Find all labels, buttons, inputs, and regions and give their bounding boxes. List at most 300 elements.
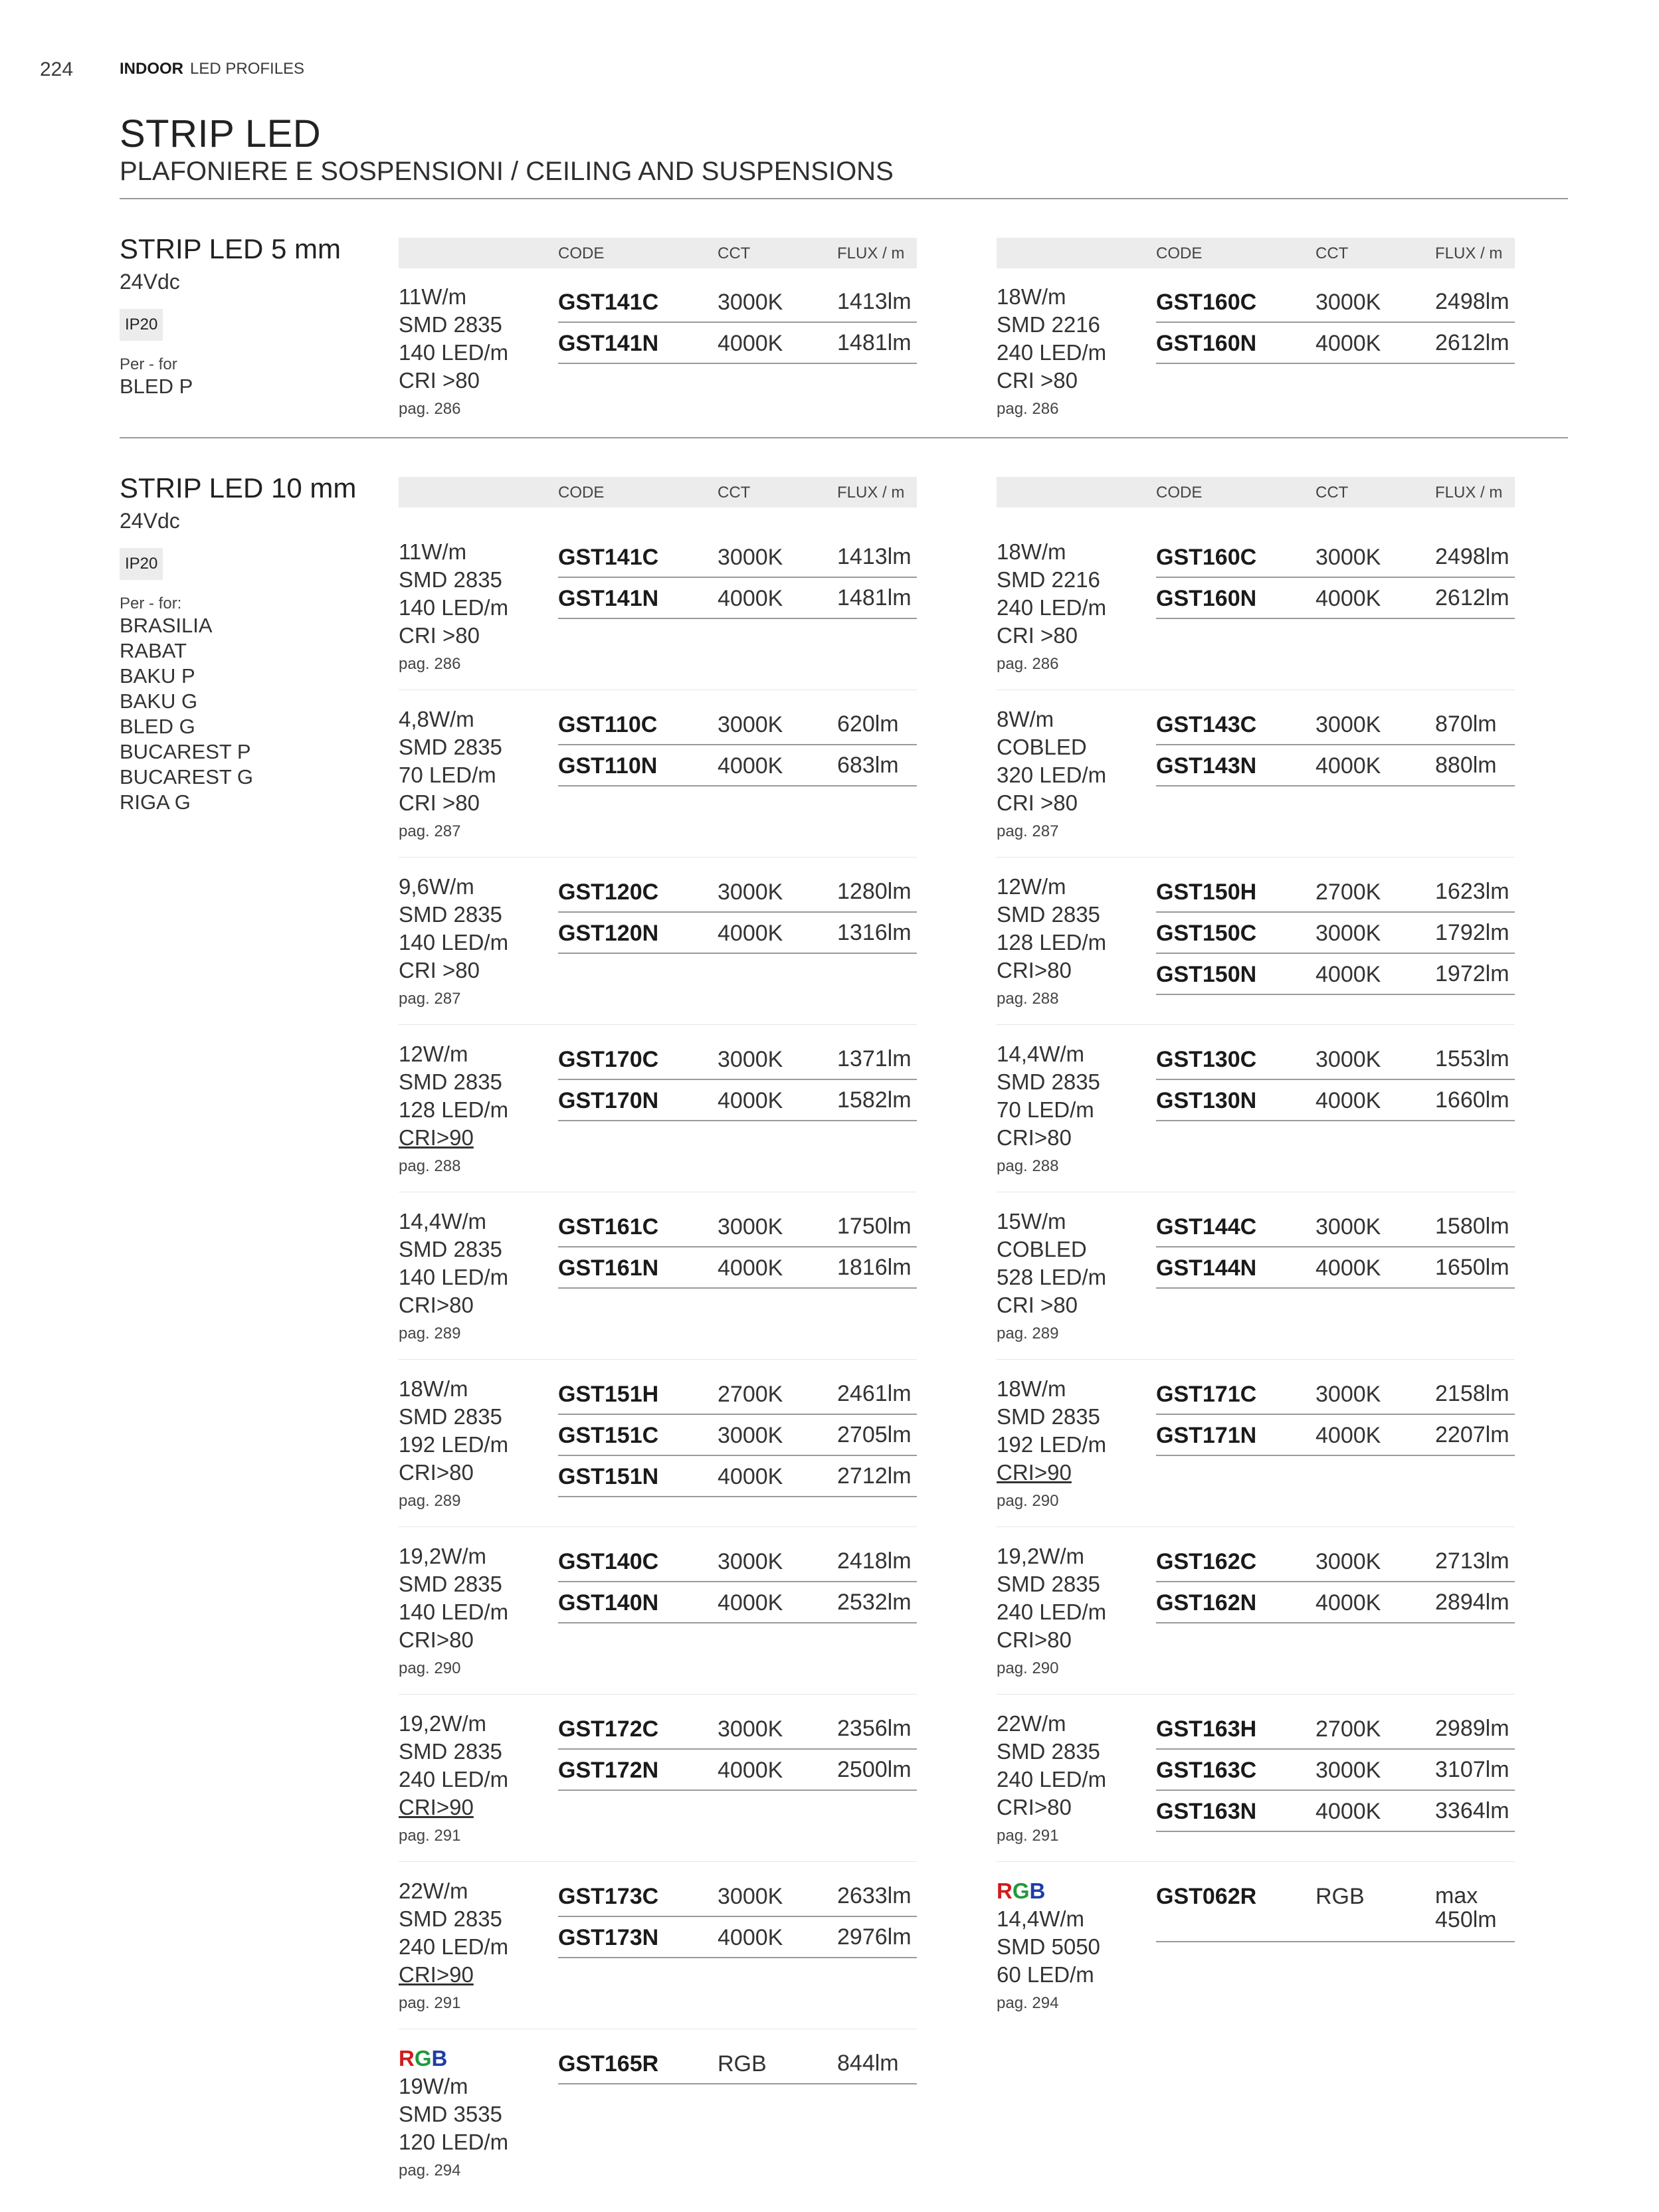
product-rows [1156, 1542, 1515, 1625]
table-row [558, 1584, 917, 1623]
product-cct: 4000K [1316, 331, 1381, 356]
table-row [1156, 1584, 1515, 1623]
product-flux: 2713lm [1435, 1548, 1510, 1574]
spec-line: 240 LED/m [399, 1934, 509, 1959]
spec-line: 14,4W/m [997, 1042, 1085, 1066]
spec-line: CRI >80 [997, 623, 1078, 648]
table-row [1156, 1081, 1515, 1121]
spec-line: 19,2W/m [399, 1711, 487, 1736]
product-cct: 3000K [1316, 712, 1381, 737]
per-item: BLED P [120, 375, 193, 398]
product-flux: 2712lm [837, 1463, 912, 1489]
product-code: GST150C [1156, 921, 1257, 946]
spec-line: CRI>90 [399, 1795, 474, 1819]
product-cct: 4000K [718, 921, 783, 946]
block-separator [997, 1359, 1515, 1360]
product-flux: 3364lm [1435, 1798, 1510, 1823]
spec-line: SMD 2835 [399, 1069, 502, 1094]
spec-line: CRI>90 [997, 1460, 1072, 1485]
product-rows [1156, 1040, 1515, 1123]
product-flux: 2705lm [837, 1422, 912, 1447]
product-code: GST163H [1156, 1716, 1257, 1742]
spec-line: 12W/m [997, 874, 1066, 899]
table-header [997, 477, 1515, 507]
product-code: GST162N [1156, 1590, 1257, 1615]
table-row [558, 538, 917, 578]
product-cct: 3000K [718, 1884, 783, 1909]
table-row [1156, 1751, 1515, 1791]
spec-line: SMD 2835 [997, 1572, 1100, 1596]
block-separator [997, 1861, 1515, 1862]
product-rows [1156, 1375, 1515, 1457]
product-rows [558, 1375, 917, 1499]
table-row [558, 1457, 917, 1497]
product-code: GST165R [558, 2051, 659, 2076]
header-code: CODE [558, 244, 605, 262]
table-row [1156, 1208, 1515, 1247]
product-rows [558, 705, 917, 788]
spec-line: SMD 2835 [997, 1069, 1100, 1094]
spec-line: CRI>80 [399, 1627, 474, 1652]
product-flux: 620lm [837, 711, 899, 737]
table-row [558, 1416, 917, 1456]
table-row [558, 1751, 917, 1791]
header-code: CODE [1156, 244, 1203, 262]
per-label: Per - for: [120, 595, 182, 612]
spec-line: CRI>80 [997, 958, 1072, 982]
spec-description [399, 1877, 558, 2015]
product-cct: 3000K [718, 712, 783, 737]
product-flux: 1816lm [837, 1255, 912, 1280]
table-row [1156, 324, 1515, 364]
table-row [1156, 1249, 1515, 1289]
product-code: GST062R [1156, 1884, 1257, 1909]
section-label: INDOOR [120, 60, 183, 78]
header-flux: FLUX / m [1435, 244, 1503, 262]
per-item: BLED G [120, 715, 195, 738]
per-item: BUCAREST P [120, 740, 251, 763]
product-code: GST110C [558, 712, 658, 737]
product-cct: 2700K [718, 1382, 783, 1407]
spec-line: 4,8W/m [399, 707, 474, 731]
product-flux: 683lm [837, 753, 899, 778]
product-flux: 1481lm [837, 330, 912, 355]
product-rows [1156, 1208, 1515, 1290]
spec-description [997, 1375, 1156, 1513]
product-flux: 1553lm [1435, 1046, 1510, 1071]
spec-line: CRI >80 [997, 368, 1078, 393]
table-row [558, 1877, 917, 1917]
block-separator [997, 857, 1515, 858]
product-code: GST150H [1156, 879, 1257, 905]
product-rows [558, 873, 917, 955]
page-reference: pag. 291 [399, 1994, 461, 2012]
product-cct: 4000K [1316, 1799, 1381, 1824]
product-cct: 4000K [718, 1464, 783, 1489]
spec-line: 140 LED/m [399, 595, 509, 620]
product-code: GST120C [558, 879, 659, 905]
per-item: RABAT [120, 639, 187, 662]
product-code: GST141N [558, 586, 659, 611]
product-cct: 3000K [1316, 1047, 1381, 1072]
spec-line: 70 LED/m [399, 763, 496, 787]
rgb-label [399, 2045, 558, 2073]
spec-line: 19,2W/m [997, 1544, 1085, 1568]
product-rows [558, 1208, 917, 1290]
product-cct: 2700K [1316, 879, 1381, 905]
product-flux: 1316lm [837, 920, 912, 945]
product-code: GST151C [558, 1423, 659, 1448]
ip-badge: IP20 [120, 309, 163, 341]
product-code: GST160N [1156, 586, 1257, 611]
spec-line: 140 LED/m [399, 1265, 509, 1289]
spec-description [399, 705, 558, 844]
product-cct: 3000K [1316, 290, 1381, 315]
product-code: GST140N [558, 1590, 659, 1615]
rgb-letter: G [414, 2046, 432, 2071]
page-title: STRIP LED [120, 112, 322, 155]
table-row [1156, 914, 1515, 954]
per-list [120, 374, 372, 399]
section-10mm-voltage: 24Vdc [120, 509, 180, 533]
rgb-label [997, 1877, 1156, 1905]
spec-line: 528 LED/m [997, 1265, 1107, 1289]
spec-line: 70 LED/m [997, 1097, 1094, 1122]
product-cct: 4000K [1316, 753, 1381, 779]
page-reference: pag. 286 [399, 655, 461, 673]
page-reference: pag. 290 [997, 1659, 1059, 1677]
table-row [1156, 1416, 1515, 1456]
spec-line: SMD 2835 [399, 567, 502, 592]
product-cct: 4000K [1316, 962, 1381, 987]
product-code: GST110N [558, 753, 658, 779]
spec-line: SMD 2835 [399, 1404, 502, 1429]
spec-line: CRI>90 [399, 1125, 474, 1150]
spec-line: 12W/m [399, 1042, 468, 1066]
table-row [1156, 747, 1515, 786]
product-cct: 3000K [1316, 921, 1381, 946]
product-flux: 1371lm [837, 1046, 912, 1071]
product-flux: 2633lm [837, 1883, 912, 1908]
spec-line: 18W/m [997, 1376, 1066, 1401]
page-reference: pag. 287 [399, 990, 461, 1008]
product-rows [558, 283, 917, 365]
product-flux: 2158lm [1435, 1381, 1510, 1406]
product-cct: 3000K [718, 1047, 783, 1072]
page-reference: pag. 289 [997, 1325, 1059, 1342]
page-subtitle: PLAFONIERE E SOSPENSIONI / CEILING AND SUSPENSIONS [120, 157, 894, 186]
product-flux: 3107lm [1435, 1757, 1510, 1782]
header-cct: CCT [718, 244, 751, 262]
table-row [558, 1081, 917, 1121]
spec-line: SMD 2835 [399, 1572, 502, 1596]
page-reference: pag. 286 [997, 655, 1059, 673]
block-separator [399, 1861, 917, 1862]
spec-line: SMD 2835 [399, 1739, 502, 1764]
product-cct: 3000K [1316, 1549, 1381, 1574]
product-flux: 1413lm [837, 544, 912, 569]
spec-line: 18W/m [997, 284, 1066, 309]
spec-line: 22W/m [399, 1879, 468, 1903]
product-cct: 3000K [1316, 1758, 1381, 1783]
header-cct: CCT [1316, 484, 1349, 502]
product-code: GST140C [558, 1549, 659, 1574]
section-5mm-info [120, 234, 372, 399]
block-separator [997, 1024, 1515, 1025]
header-cct: CCT [1316, 244, 1349, 262]
product-cct: 4000K [718, 1255, 783, 1281]
product-rows [1156, 538, 1515, 620]
product-cct: 3000K [718, 290, 783, 315]
table-row [1156, 955, 1515, 995]
spec-line: CRI >80 [399, 790, 480, 815]
spec-line: 9,6W/m [399, 874, 474, 899]
header-code: CODE [558, 484, 605, 502]
product-flux: 870lm [1435, 711, 1497, 737]
spec-line: 11W/m [399, 539, 467, 564]
product-flux: 1972lm [1435, 961, 1510, 986]
product-rows [558, 1040, 917, 1123]
product-flux: 2498lm [1435, 289, 1510, 314]
product-cct: 3000K [718, 545, 783, 570]
table-row [1156, 1877, 1515, 1942]
product-code: GST171C [1156, 1382, 1257, 1407]
product-code: GST150N [1156, 962, 1257, 987]
product-cct: RGB [1316, 1884, 1365, 1909]
rgb-letter: G [1012, 1879, 1030, 1903]
product-code: GST172C [558, 1716, 659, 1742]
table-row [558, 2045, 917, 2084]
product-flux: 1650lm [1435, 1255, 1510, 1280]
product-flux: 1660lm [1435, 1087, 1510, 1113]
table-row [558, 873, 917, 913]
product-rows [558, 1542, 917, 1625]
spec-line: CRI >80 [399, 958, 480, 982]
product-rows [558, 1710, 917, 1792]
table-row [1156, 1375, 1515, 1415]
spec-line: SMD 3535 [399, 2102, 502, 2126]
product-code: GST151N [558, 1464, 659, 1489]
section-10mm-info [120, 473, 372, 815]
spec-line: 240 LED/m [997, 340, 1107, 365]
page-reference: pag. 291 [399, 1827, 461, 1845]
page-reference: pag. 290 [399, 1659, 461, 1677]
block-separator [399, 1024, 917, 1025]
product-code: GST163N [1156, 1799, 1257, 1824]
product-cct: 3000K [718, 1423, 783, 1448]
spec-line: SMD 2216 [997, 567, 1100, 592]
spec-line: SMD 2835 [997, 1404, 1100, 1429]
product-code: GST141C [558, 545, 659, 570]
spec-line: CRI>80 [399, 1460, 474, 1485]
page-reference: pag. 288 [997, 1157, 1059, 1175]
spec-line: SMD 2835 [997, 1739, 1100, 1764]
product-cct: 4000K [1316, 1423, 1381, 1448]
product-flux: 2989lm [1435, 1716, 1510, 1741]
table-row [558, 1710, 917, 1750]
section-5mm-title: STRIP LED 5 mm [120, 233, 341, 264]
product-flux: 880lm [1435, 753, 1497, 778]
spec-line: CRI >80 [399, 623, 480, 648]
product-rows [1156, 873, 1515, 996]
product-flux: 2418lm [837, 1548, 912, 1574]
per-item: BAKU G [120, 690, 198, 713]
title-divider [120, 198, 1568, 199]
product-cct: 3000K [718, 1716, 783, 1742]
product-cct: 4000K [1316, 1255, 1381, 1281]
spec-line: 192 LED/m [997, 1432, 1107, 1457]
spec-description [997, 1877, 1156, 2015]
spec-description [399, 873, 558, 1011]
spec-line: 128 LED/m [399, 1097, 509, 1122]
product-flux: max 450lm [1435, 1883, 1497, 1932]
product-code: GST141C [558, 290, 659, 315]
table-row [1156, 1542, 1515, 1582]
spec-line: CRI>80 [997, 1125, 1072, 1150]
rgb-letter: R [997, 1879, 1013, 1903]
product-cct: 4000K [718, 1925, 783, 1950]
product-code: GST173C [558, 1884, 659, 1909]
spec-line: SMD 2835 [399, 735, 502, 759]
spec-line: 60 LED/m [997, 1962, 1094, 1987]
spec-line: CRI >80 [399, 368, 480, 393]
per-label: Per - for [120, 355, 177, 373]
product-rows [558, 2045, 917, 2086]
product-code: GST144N [1156, 1255, 1257, 1281]
product-cct: 3000K [718, 1549, 783, 1574]
table-row [558, 579, 917, 619]
spec-line: CRI >80 [997, 1293, 1078, 1317]
spec-line: SMD 2835 [399, 1237, 502, 1261]
product-code: GST170C [558, 1047, 659, 1072]
page-reference: pag. 294 [997, 1994, 1059, 2012]
product-flux: 844lm [837, 2051, 899, 2076]
product-flux: 2500lm [837, 1757, 912, 1782]
product-flux: 2976lm [837, 1924, 912, 1950]
per-item: RIGA G [120, 790, 191, 814]
product-cct: 4000K [718, 753, 783, 779]
product-flux: 2498lm [1435, 544, 1510, 569]
per-item: BAKU P [120, 664, 195, 688]
product-code: GST172N [558, 1758, 659, 1783]
product-code: GST130N [1156, 1088, 1257, 1113]
spec-line: SMD 2835 [399, 902, 502, 927]
page-reference: pag. 287 [399, 822, 461, 840]
spec-description [399, 1542, 558, 1681]
product-rows [1156, 1710, 1515, 1833]
product-flux: 2894lm [1435, 1590, 1510, 1615]
spec-line: SMD 5050 [997, 1934, 1100, 1959]
table-row [558, 1375, 917, 1415]
product-cct: 4000K [1316, 586, 1381, 611]
spec-line: CRI>80 [997, 1795, 1072, 1819]
product-code: GST143N [1156, 753, 1257, 779]
header-flux: FLUX / m [837, 484, 905, 502]
product-code: GST163C [1156, 1758, 1257, 1783]
spec-line: SMD 2835 [997, 902, 1100, 927]
page-reference: pag. 287 [997, 822, 1059, 840]
product-cct: 3000K [718, 1214, 783, 1240]
product-code: GST170N [558, 1088, 659, 1113]
product-cct: 4000K [1316, 1590, 1381, 1615]
table-row [558, 747, 917, 786]
table-row [558, 1208, 917, 1247]
product-flux: 1481lm [837, 585, 912, 610]
rgb-letter: B [1029, 1879, 1046, 1903]
page-number: 224 [40, 58, 74, 80]
spec-description [997, 1710, 1156, 1848]
spec-line: 128 LED/m [997, 930, 1107, 955]
spec-description [997, 1040, 1156, 1178]
product-code: GST161N [558, 1255, 659, 1281]
table-row [558, 1918, 917, 1958]
table-row [558, 914, 917, 954]
spec-description [997, 873, 1156, 1011]
product-flux: 1623lm [1435, 879, 1510, 904]
product-cct: 2700K [1316, 1716, 1381, 1742]
spec-line: 14,4W/m [997, 1906, 1085, 1931]
spec-line: 240 LED/m [399, 1767, 509, 1792]
product-cct: 4000K [718, 1758, 783, 1783]
table-row [1156, 873, 1515, 913]
spec-line: CRI>80 [997, 1627, 1072, 1652]
ip-badge: IP20 [120, 548, 163, 580]
spec-line: 140 LED/m [399, 340, 509, 365]
spec-line: COBLED [997, 735, 1087, 759]
spec-description [997, 1208, 1156, 1346]
product-code: GST171N [1156, 1423, 1257, 1448]
page-reference: pag. 289 [399, 1492, 461, 1510]
section-5mm-voltage: 24Vdc [120, 270, 180, 294]
spec-description [399, 1208, 558, 1346]
page-reference: pag. 286 [399, 400, 461, 418]
product-flux: 1413lm [837, 289, 912, 314]
product-code: GST120N [558, 921, 659, 946]
rgb-letter: R [399, 2046, 415, 2071]
spec-line: 19,2W/m [399, 1544, 487, 1568]
product-cct: 3000K [718, 879, 783, 905]
product-flux: 1280lm [837, 879, 912, 904]
product-code: GST173N [558, 1925, 659, 1950]
spec-description [399, 1040, 558, 1178]
spec-line: 240 LED/m [997, 595, 1107, 620]
header-flux: FLUX / m [837, 244, 905, 262]
product-rows [558, 538, 917, 620]
spec-line: 240 LED/m [997, 1767, 1107, 1792]
product-cct: 4000K [718, 1088, 783, 1113]
section-divider [120, 437, 1568, 438]
rgb-letter: B [431, 2046, 448, 2071]
per-list [120, 613, 372, 815]
spec-line: CRI>80 [399, 1293, 474, 1317]
spec-description [997, 283, 1156, 421]
block-separator [997, 1526, 1515, 1527]
table-header [997, 238, 1515, 268]
block-separator [399, 1694, 917, 1695]
spec-line: 120 LED/m [399, 2130, 509, 2154]
section-10mm-title: STRIP LED 10 mm [120, 472, 357, 504]
product-code: GST143C [1156, 712, 1257, 737]
product-cct: 4000K [1316, 1088, 1381, 1113]
product-flux: 1750lm [837, 1214, 912, 1239]
product-rows [558, 1877, 917, 1960]
spec-line: COBLED [997, 1237, 1087, 1261]
product-flux: 2356lm [837, 1716, 912, 1741]
spec-line: 18W/m [399, 1376, 468, 1401]
table-row [1156, 1792, 1515, 1832]
page-reference: pag. 288 [997, 990, 1059, 1008]
spec-description [399, 1375, 558, 1513]
